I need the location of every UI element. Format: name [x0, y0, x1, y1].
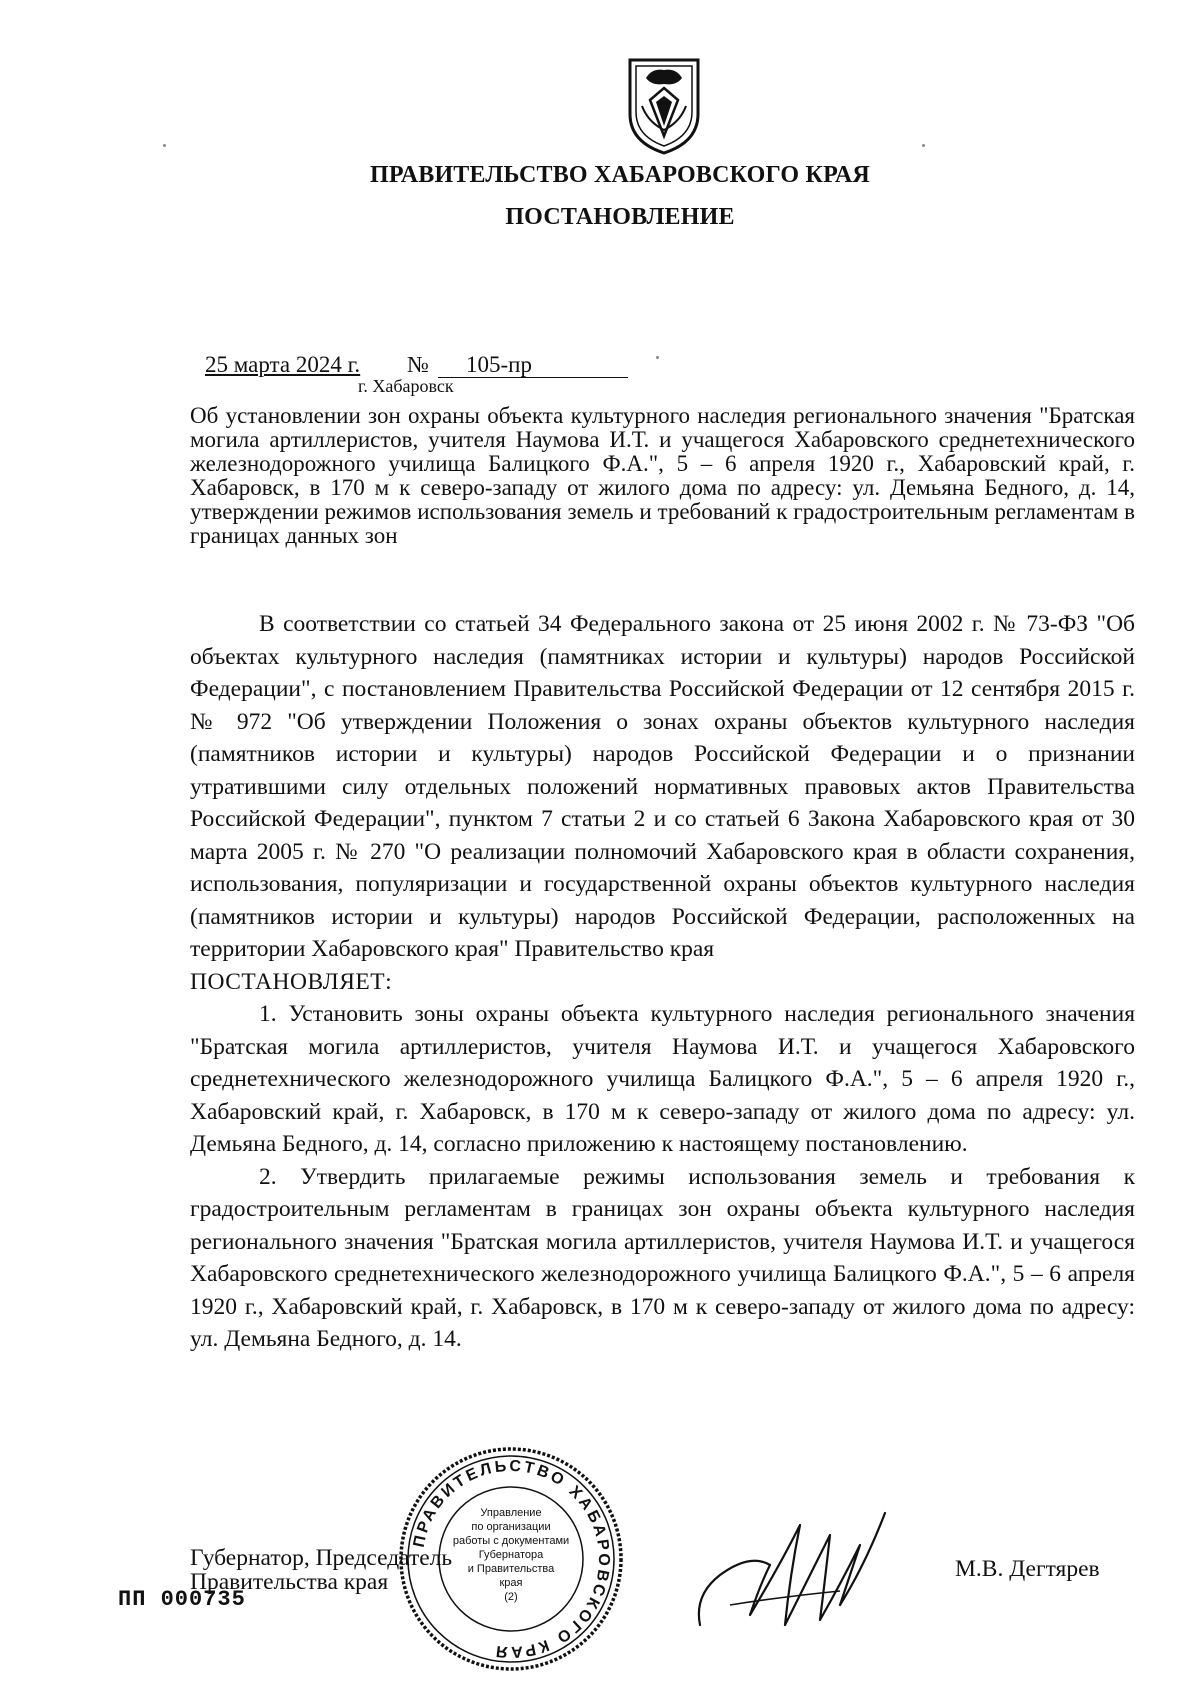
stamp-line-2: по организации — [471, 1521, 551, 1533]
resolve-heading: ПОСТАНОВЛЯЕТ: — [190, 968, 393, 995]
stamp-ring-text: ПРАВИТЕЛЬСТВО ХАБАРОВСКОГО КРАЯ — [410, 1457, 613, 1661]
preamble-paragraph: В соответствии со статьей 34 Федерального закона от 25 июня 2002 г. № 73-ФЗ "Об объектах культурного наследия (памятниках истории и культуры) народов Российской Федерации", с постановлением Правительства Российской Федерации от 12 сентября 2015 г. № 972 "Об утверждении Положения о зонах охраны объектов культурного наследия (памятников истории и культуры) народов Российской Федерации и о признании утратившими силу отдельных положений нормативных правовых актов Правительства Российской Федерации", пунктом 7 статьи 2 и со статьей 6 Закона Хабаровского края от 30 марта 2005 г. № 270 "О реализации полномочий Хабаровского края в области сохранения, использования, популяризации и государственной охраны объектов культурного наследия (памятников истории и культуры) народов Российской Федерации, расположенных на территории Хабаровского края" Правительство края — [190, 611, 1135, 962]
stamp-line-7: (2) — [504, 1591, 518, 1603]
item-2-paragraph: 2. Утвердить прилагаемые режимы использования земель и требования к градостроительным регламентам в границах зон охраны объекта культурного наследия регионального значения "Братская могила артиллеристов, учителя Наумова И.Т. и учащегося Хабаровского среднетехнического железнодорожного училища Балицкого Ф.А.", 5 – 6 апреля 1920 г., Хабаровский край, г. Хабаровск, в 170 м к северо-западу от жилого дома по адресу: ул. Демьяна Бедного, д. 14. — [190, 1163, 1135, 1352]
document-body — [190, 608, 1135, 1356]
document-date: 25 марта 2024 г. — [205, 352, 361, 377]
document-code: ПП 000735 — [118, 1587, 246, 1612]
document-subject: Об установлении зон охраны объекта культурного наследия регионального значения "Братская могила артиллеристов, учителя Наумова И.Т. и учащегося Хабаровского среднетехнического железнодорожного училища Балицкого Ф.А.", 5 – 6 апреля 1920 г., Хабаровский край, г. Хабаровск, в 170 м к северо-западу от жилого дома по адресу: ул. Демьяна Бедного, д. 14, утверждении режимов использования земель и требований к градостроительным регламентам в границах данных зон — [190, 403, 1135, 548]
scan-speck — [922, 144, 925, 147]
document-city: г. Хабаровск — [358, 376, 454, 396]
item-1-paragraph: 1. Установить зоны охраны объекта культурного наследия регионального значения "Братская могила артиллеристов, учителя Наумова И.Т. и учащегося Хабаровского среднетехнического железнодорожного училища Балицкого Ф.А.", 5 – 6 апреля 1920 г., Хабаровский край, г. Хабаровск, в 170 м к северо-западу от жилого дома по адресу: ул. Демьяна Бедного, д. 14, согласно приложению к настоящему постановлению. — [190, 1001, 1135, 1157]
document-number: 105-пр — [438, 352, 628, 378]
number-sign: № — [407, 352, 429, 377]
coat-of-arms-emblem — [624, 56, 704, 156]
signatory-name: М.В. Дегтярев — [955, 1556, 1100, 1582]
org-title: ПРАВИТЕЛЬСТВО ХАБАРОВСКОГО КРАЯ — [370, 162, 870, 188]
stamp-line-3: работы с документами — [452, 1535, 570, 1547]
signatory-position-line-2: Правительства края — [190, 1569, 389, 1595]
scan-speck — [163, 144, 166, 147]
handwritten-signature — [690, 1505, 890, 1645]
stamp-line-4: Губернатора — [478, 1549, 544, 1561]
document-type: ПОСТАНОВЛЕНИЕ — [505, 204, 735, 230]
scan-speck — [656, 356, 659, 359]
official-stamp — [396, 1444, 626, 1674]
stamp-line-6: края — [499, 1577, 523, 1589]
signatory-position-line-1: Губернатор, Председатель — [190, 1545, 453, 1571]
stamp-line-1: Управление — [480, 1507, 542, 1519]
stamp-line-5: и Правительства — [467, 1563, 555, 1575]
